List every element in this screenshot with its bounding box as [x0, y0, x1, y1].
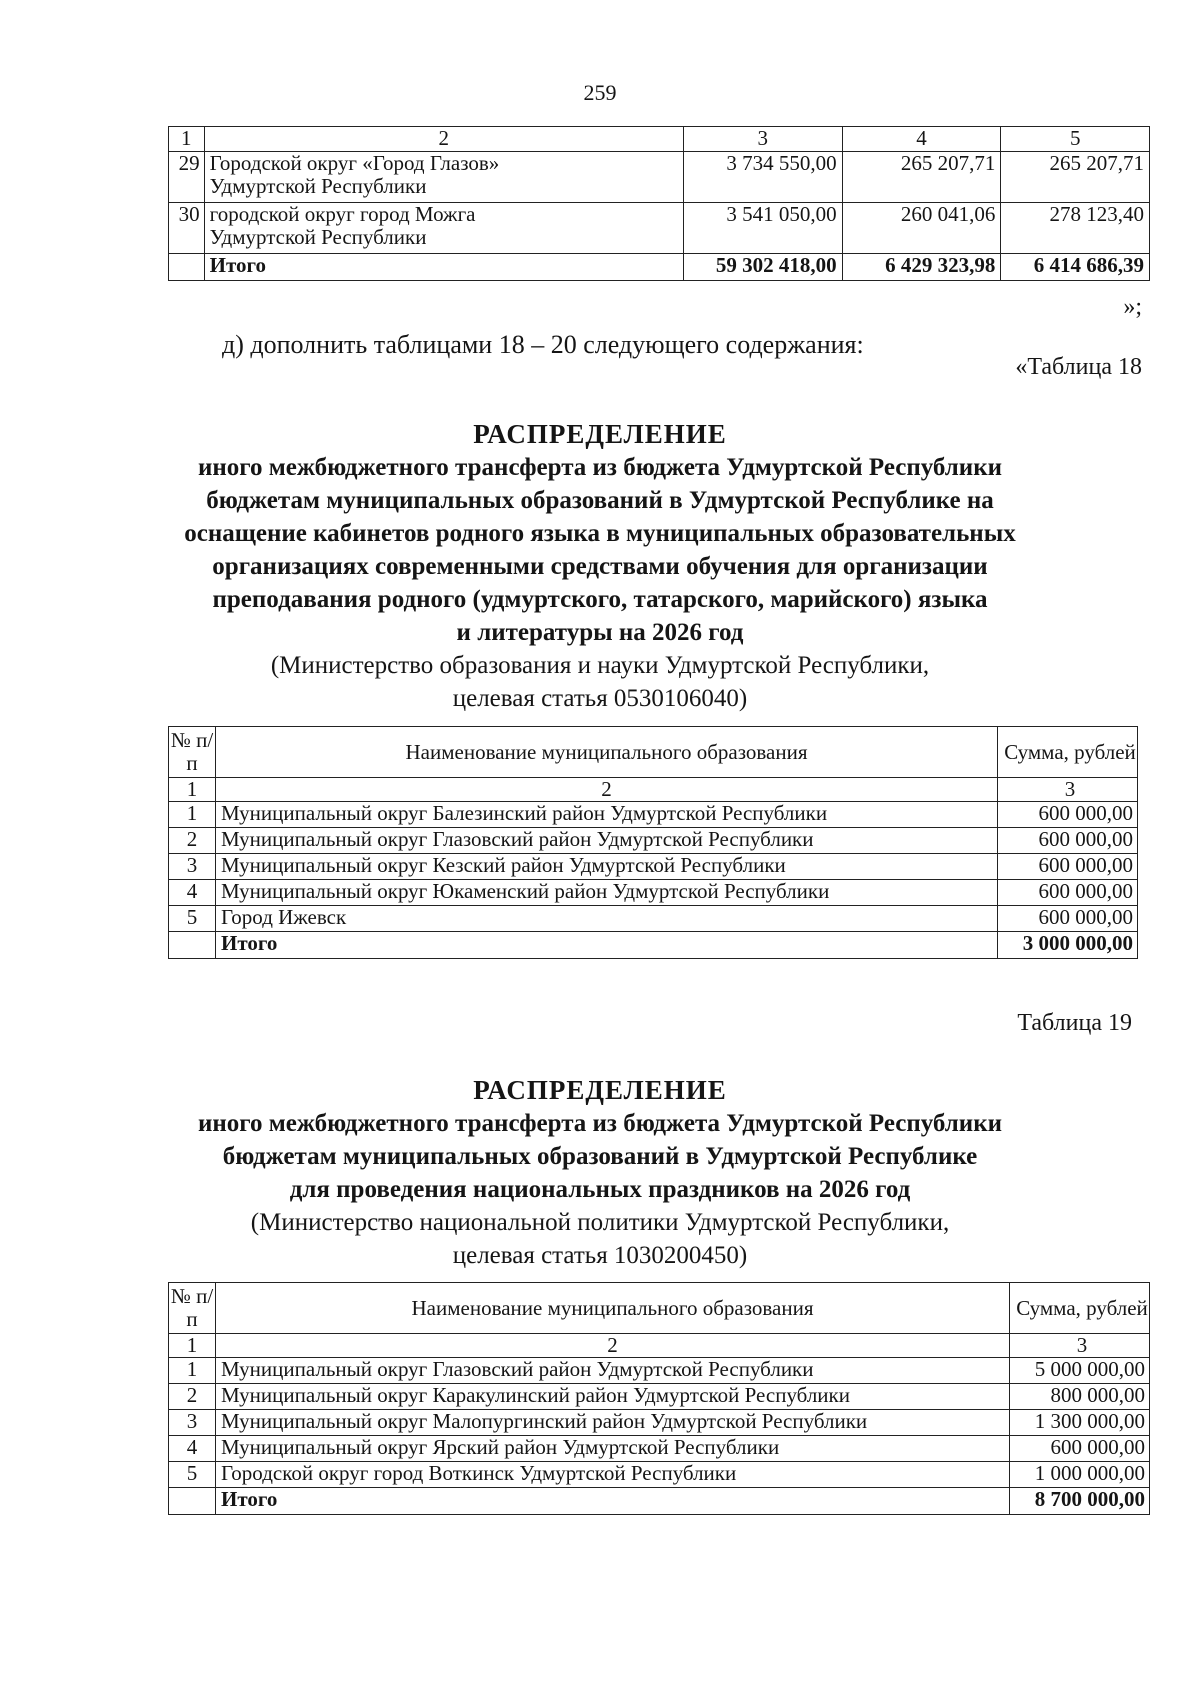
table-row	[169, 1436, 1150, 1462]
total-sum: 3 000 000,00	[998, 932, 1138, 959]
col-number-1: 1	[169, 127, 205, 152]
header-row	[169, 1283, 1150, 1334]
table-row	[169, 802, 1138, 828]
municipality-name: Муниципальный округ Юкаменский район Удмуртской Республики	[216, 880, 998, 906]
heading-line: для проведения национальных праздников на 2026 год	[289, 1176, 911, 1203]
total-row	[169, 932, 1138, 959]
row-number: 5	[169, 1462, 216, 1488]
col-number-2: 2	[204, 127, 683, 152]
sum-value: 5 000 000,00	[1010, 1358, 1150, 1384]
total-label: Итого	[216, 1488, 1010, 1515]
row-number: 4	[169, 1436, 216, 1462]
ministry-line: (Министерство образования и науки Удмуртской Республики,	[270, 652, 930, 679]
row-number: 1	[169, 802, 216, 828]
col-number-5: 5	[1001, 127, 1150, 152]
table-row	[169, 828, 1138, 854]
table-18-label: «Таблица 18	[1015, 354, 1142, 380]
municipality-name: Муниципальный округ Малопургинский район Удмуртской Республики	[216, 1410, 1010, 1436]
name-line: Удмуртской Республики	[209, 174, 427, 198]
table-row	[169, 1462, 1150, 1488]
row-number: 3	[169, 1410, 216, 1436]
sum-value: 800 000,00	[1010, 1384, 1150, 1410]
row-number: 29	[169, 152, 205, 203]
name-line: городской округ город Можга	[209, 202, 476, 226]
heading-line: иного межбюджетного трансферта из бюджета Удмуртской Республики	[197, 1110, 1003, 1137]
row-number: 2	[169, 828, 216, 854]
col-number-1: 1	[169, 1334, 216, 1358]
total-row	[169, 254, 1150, 281]
value-col4: 260 041,06	[842, 203, 1001, 254]
municipality-name: Городской округ город Воткинск Удмуртской Республики	[216, 1462, 1010, 1488]
empty-cell	[169, 254, 205, 281]
table-row	[169, 152, 1150, 203]
ministry-line: целевая статья 0530106040)	[452, 685, 748, 712]
empty-cell	[169, 1488, 216, 1515]
municipality-name	[204, 152, 683, 203]
table-row	[169, 906, 1138, 932]
header-number: № п/п	[169, 727, 216, 778]
empty-cell	[169, 932, 216, 959]
name-line: Городской округ «Город Глазов»	[209, 151, 500, 175]
closing-quote: »;	[1123, 294, 1142, 320]
header-name: Наименование муниципального образования	[216, 727, 998, 778]
municipality-name: Муниципальный округ Балезинский район Удмуртской Республики	[216, 802, 998, 828]
table-row	[169, 1358, 1150, 1384]
table-row	[169, 203, 1150, 254]
table-19-heading	[150, 1074, 1050, 1272]
heading-line: бюджетам муниципальных образований в Удмуртской Республике	[222, 1143, 978, 1170]
table-18-heading	[150, 418, 1050, 715]
value-col5: 278 123,40	[1001, 203, 1150, 254]
instruction-text: д) дополнить таблицами 18 – 20 следующего содержания:	[222, 330, 864, 359]
table-19	[168, 1282, 1150, 1515]
municipality-name: Муниципальный округ Глазовский район Удмуртской Республики	[216, 1358, 1010, 1384]
table-row	[169, 880, 1138, 906]
col-number-1: 1	[169, 778, 216, 802]
table-row	[169, 1384, 1150, 1410]
sum-value: 1 300 000,00	[1010, 1410, 1150, 1436]
row-number: 4	[169, 880, 216, 906]
municipality-name	[204, 203, 683, 254]
col-number-4: 4	[842, 127, 1001, 152]
ministry-line: целевая статья 1030200450)	[452, 1242, 748, 1269]
column-number-row	[169, 127, 1150, 152]
column-number-row	[169, 778, 1138, 802]
value-col3: 3 734 550,00	[683, 152, 842, 203]
sum-value: 1 000 000,00	[1010, 1462, 1150, 1488]
header-name: Наименование муниципального образования	[216, 1283, 1010, 1334]
col-number-3: 3	[998, 778, 1138, 802]
column-number-row	[169, 1334, 1150, 1358]
municipality-name: Муниципальный округ Каракулинский район Удмуртской Республики	[216, 1384, 1010, 1410]
heading-line: бюджетам муниципальных образований в Удмуртской Республике на	[206, 487, 994, 514]
total-col4: 6 429 323,98	[842, 254, 1001, 281]
header-number: № п/п	[169, 1283, 216, 1334]
total-col5: 6 414 686,39	[1001, 254, 1150, 281]
table-18	[168, 726, 1138, 959]
total-sum: 8 700 000,00	[1010, 1488, 1150, 1515]
col-number-3: 3	[1010, 1334, 1150, 1358]
heading-line: оснащение кабинетов родного языка в муниципальных образовательных	[184, 520, 1016, 547]
heading-title: РАСПРЕДЕЛЕНИЕ	[473, 1075, 727, 1105]
row-number: 2	[169, 1384, 216, 1410]
municipality-name: Город Ижевск	[216, 906, 998, 932]
heading-title: РАСПРЕДЕЛЕНИЕ	[473, 419, 727, 449]
total-label: Итого	[216, 932, 998, 959]
sum-value: 600 000,00	[998, 802, 1138, 828]
row-number: 1	[169, 1358, 216, 1384]
table-row	[169, 854, 1138, 880]
municipality-name: Муниципальный округ Глазовский район Удмуртской Республики	[216, 828, 998, 854]
table-19-label: Таблица 19	[1017, 1010, 1132, 1036]
row-number: 30	[169, 203, 205, 254]
sum-value: 600 000,00	[998, 880, 1138, 906]
heading-line: организациях современными средствами обучения для организации	[212, 553, 988, 580]
header-row	[169, 727, 1138, 778]
heading-line: преподавания родного (удмуртского, татарского, марийского) языка	[212, 586, 988, 613]
header-sum: Сумма, рублей	[998, 727, 1138, 778]
sum-value: 600 000,00	[998, 906, 1138, 932]
sum-value: 600 000,00	[1010, 1436, 1150, 1462]
sum-value: 600 000,00	[998, 854, 1138, 880]
heading-line: и литературы на 2026 год	[456, 619, 744, 646]
total-label: Итого	[204, 254, 683, 281]
name-line: Удмуртской Республики	[209, 225, 427, 249]
sum-value: 600 000,00	[998, 828, 1138, 854]
value-col3: 3 541 050,00	[683, 203, 842, 254]
total-col3: 59 302 418,00	[683, 254, 842, 281]
row-number: 3	[169, 854, 216, 880]
ministry-line: (Министерство национальной политики Удмуртской Республики,	[250, 1209, 950, 1236]
col-number-3: 3	[683, 127, 842, 152]
row-number: 5	[169, 906, 216, 932]
municipality-name: Муниципальный округ Ярский район Удмуртской Республики	[216, 1436, 1010, 1462]
continuation-table	[168, 126, 1150, 281]
col-number-2: 2	[216, 778, 998, 802]
table-row	[169, 1410, 1150, 1436]
value-col4: 265 207,71	[842, 152, 1001, 203]
col-number-2: 2	[216, 1334, 1010, 1358]
total-row	[169, 1488, 1150, 1515]
value-col5: 265 207,71	[1001, 152, 1150, 203]
municipality-name: Муниципальный округ Кезский район Удмуртской Республики	[216, 854, 998, 880]
page-number: 259	[583, 80, 617, 105]
heading-line: иного межбюджетного трансферта из бюджета Удмуртской Республики	[197, 454, 1003, 481]
header-sum: Сумма, рублей	[1010, 1283, 1150, 1334]
